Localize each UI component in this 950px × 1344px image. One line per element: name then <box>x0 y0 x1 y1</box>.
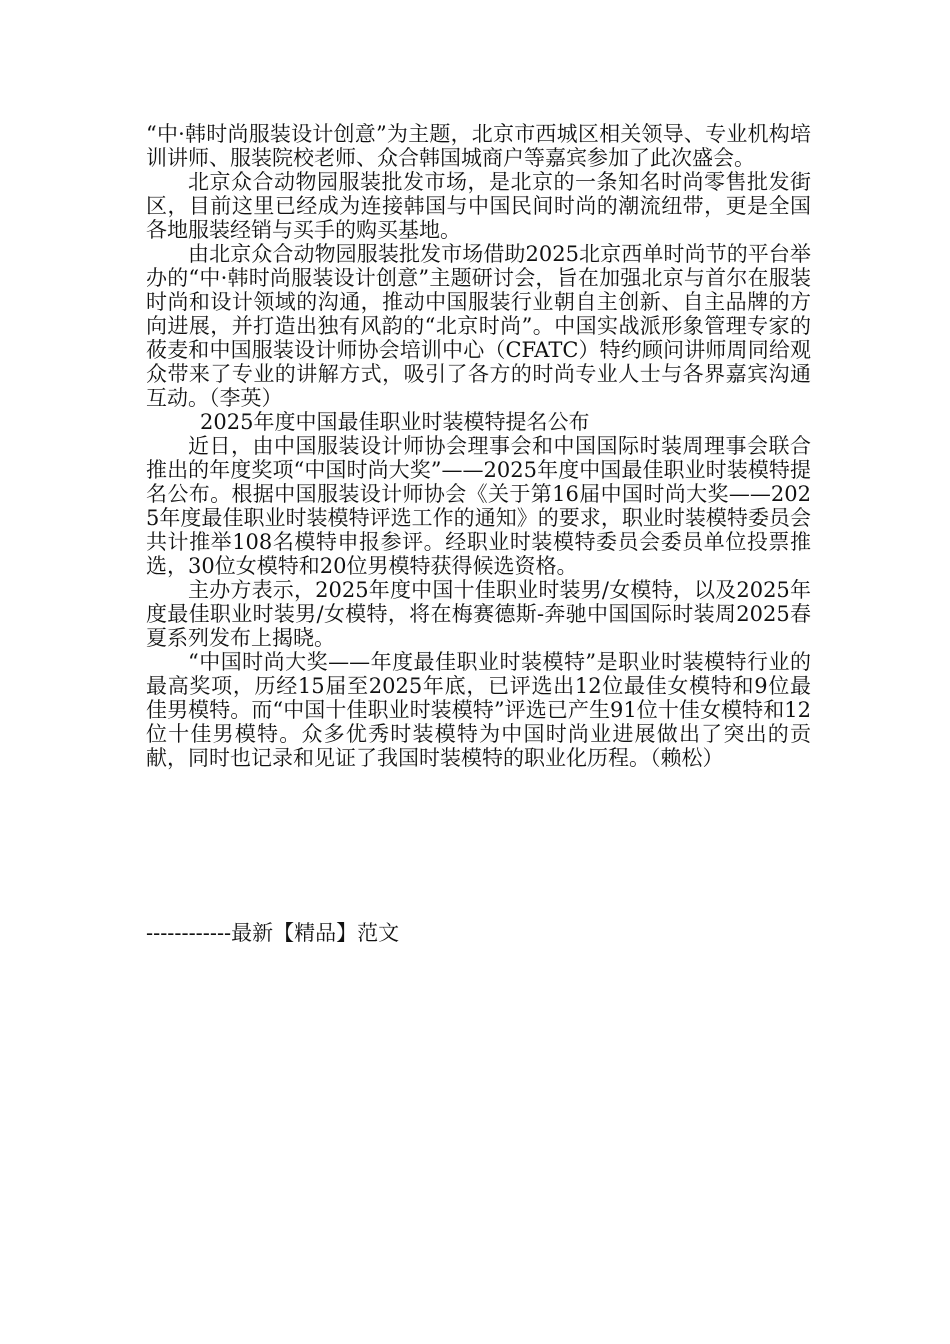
paragraph-nominations: 近日，由中国服装设计师协会理事会和中国国际时装周理事会联合推出的年度奖项“中国时尚大奖”——2025年度中国最佳职业时装模特提名公布。根据中国服装设计师协会《关于第16届中国时尚大奖——2025年度最佳职业时装模特评选工作的通知》的要求，职业时装模特委员会共计推举108名模特申报参评。经职业时装模特委员会委员单位投票推选，30位女模特和20位男模特获得候选资格。 <box>146 434 811 578</box>
article-heading: 2025年度中国最佳职业时装模特提名公布 <box>200 410 590 434</box>
paragraph-seminar: 由北京众合动物园服装批发市场借助2025北京西单时尚节的平台举办的“中·韩时尚服装设计创意”主题研讨会，旨在加强北京与首尔在服装时尚和设计领域的沟通，推动中国服装行业朝自主创新、自主品牌的方向进展，并打造出独有风韵的“北京时尚”。中国实战派形象管理专家的莜麦和中国服装设计师协会培训中心（CFATC）特约顾问讲师周同给观众带来了专业的讲解方式，吸引了各方的时尚专业人士与各界嘉宾沟通互动。（李英） <box>146 242 811 410</box>
paragraph-continuation: “中·韩时尚服装设计创意”为主题，北京市西城区相关领导、专业机构培训讲师、服装院校老师、众合韩国城商户等嘉宾参加了此次盛会。 <box>146 122 811 170</box>
paragraph-market-intro: 北京众合动物园服装批发市场，是北京的一条知名时尚零售批发街区，目前这里已经成为连接韩国与中国民间时尚的潮流纽带，更是全国各地服装经销与买手的购买基地。 <box>146 170 811 242</box>
paragraph-award-history: “中国时尚大奖——年度最佳职业时装模特”是职业时装模特行业的最高奖项，历经15届至2025年底，已评选出12位最佳女模特和9位最佳男模特。而“中国十佳职业时装模特”评选已产生91位十佳女模特和12位十佳男模特。众多优秀时装模特为中国时尚业进展做出了突出的贡献，同时也记录和见证了我国时装模特的职业化历程。（赖松） <box>146 650 811 770</box>
document-body <box>146 122 811 770</box>
paragraph-organizer-statement: 主办方表示，2025年度中国十佳职业时装男/女模特，以及2025年度最佳职业时装男/女模特，将在梅赛德斯-奔驰中国国际时装周2025春夏系列发布上揭晓。 <box>146 578 811 650</box>
footer-caption: ------------最新【精品】范文 <box>146 921 400 945</box>
